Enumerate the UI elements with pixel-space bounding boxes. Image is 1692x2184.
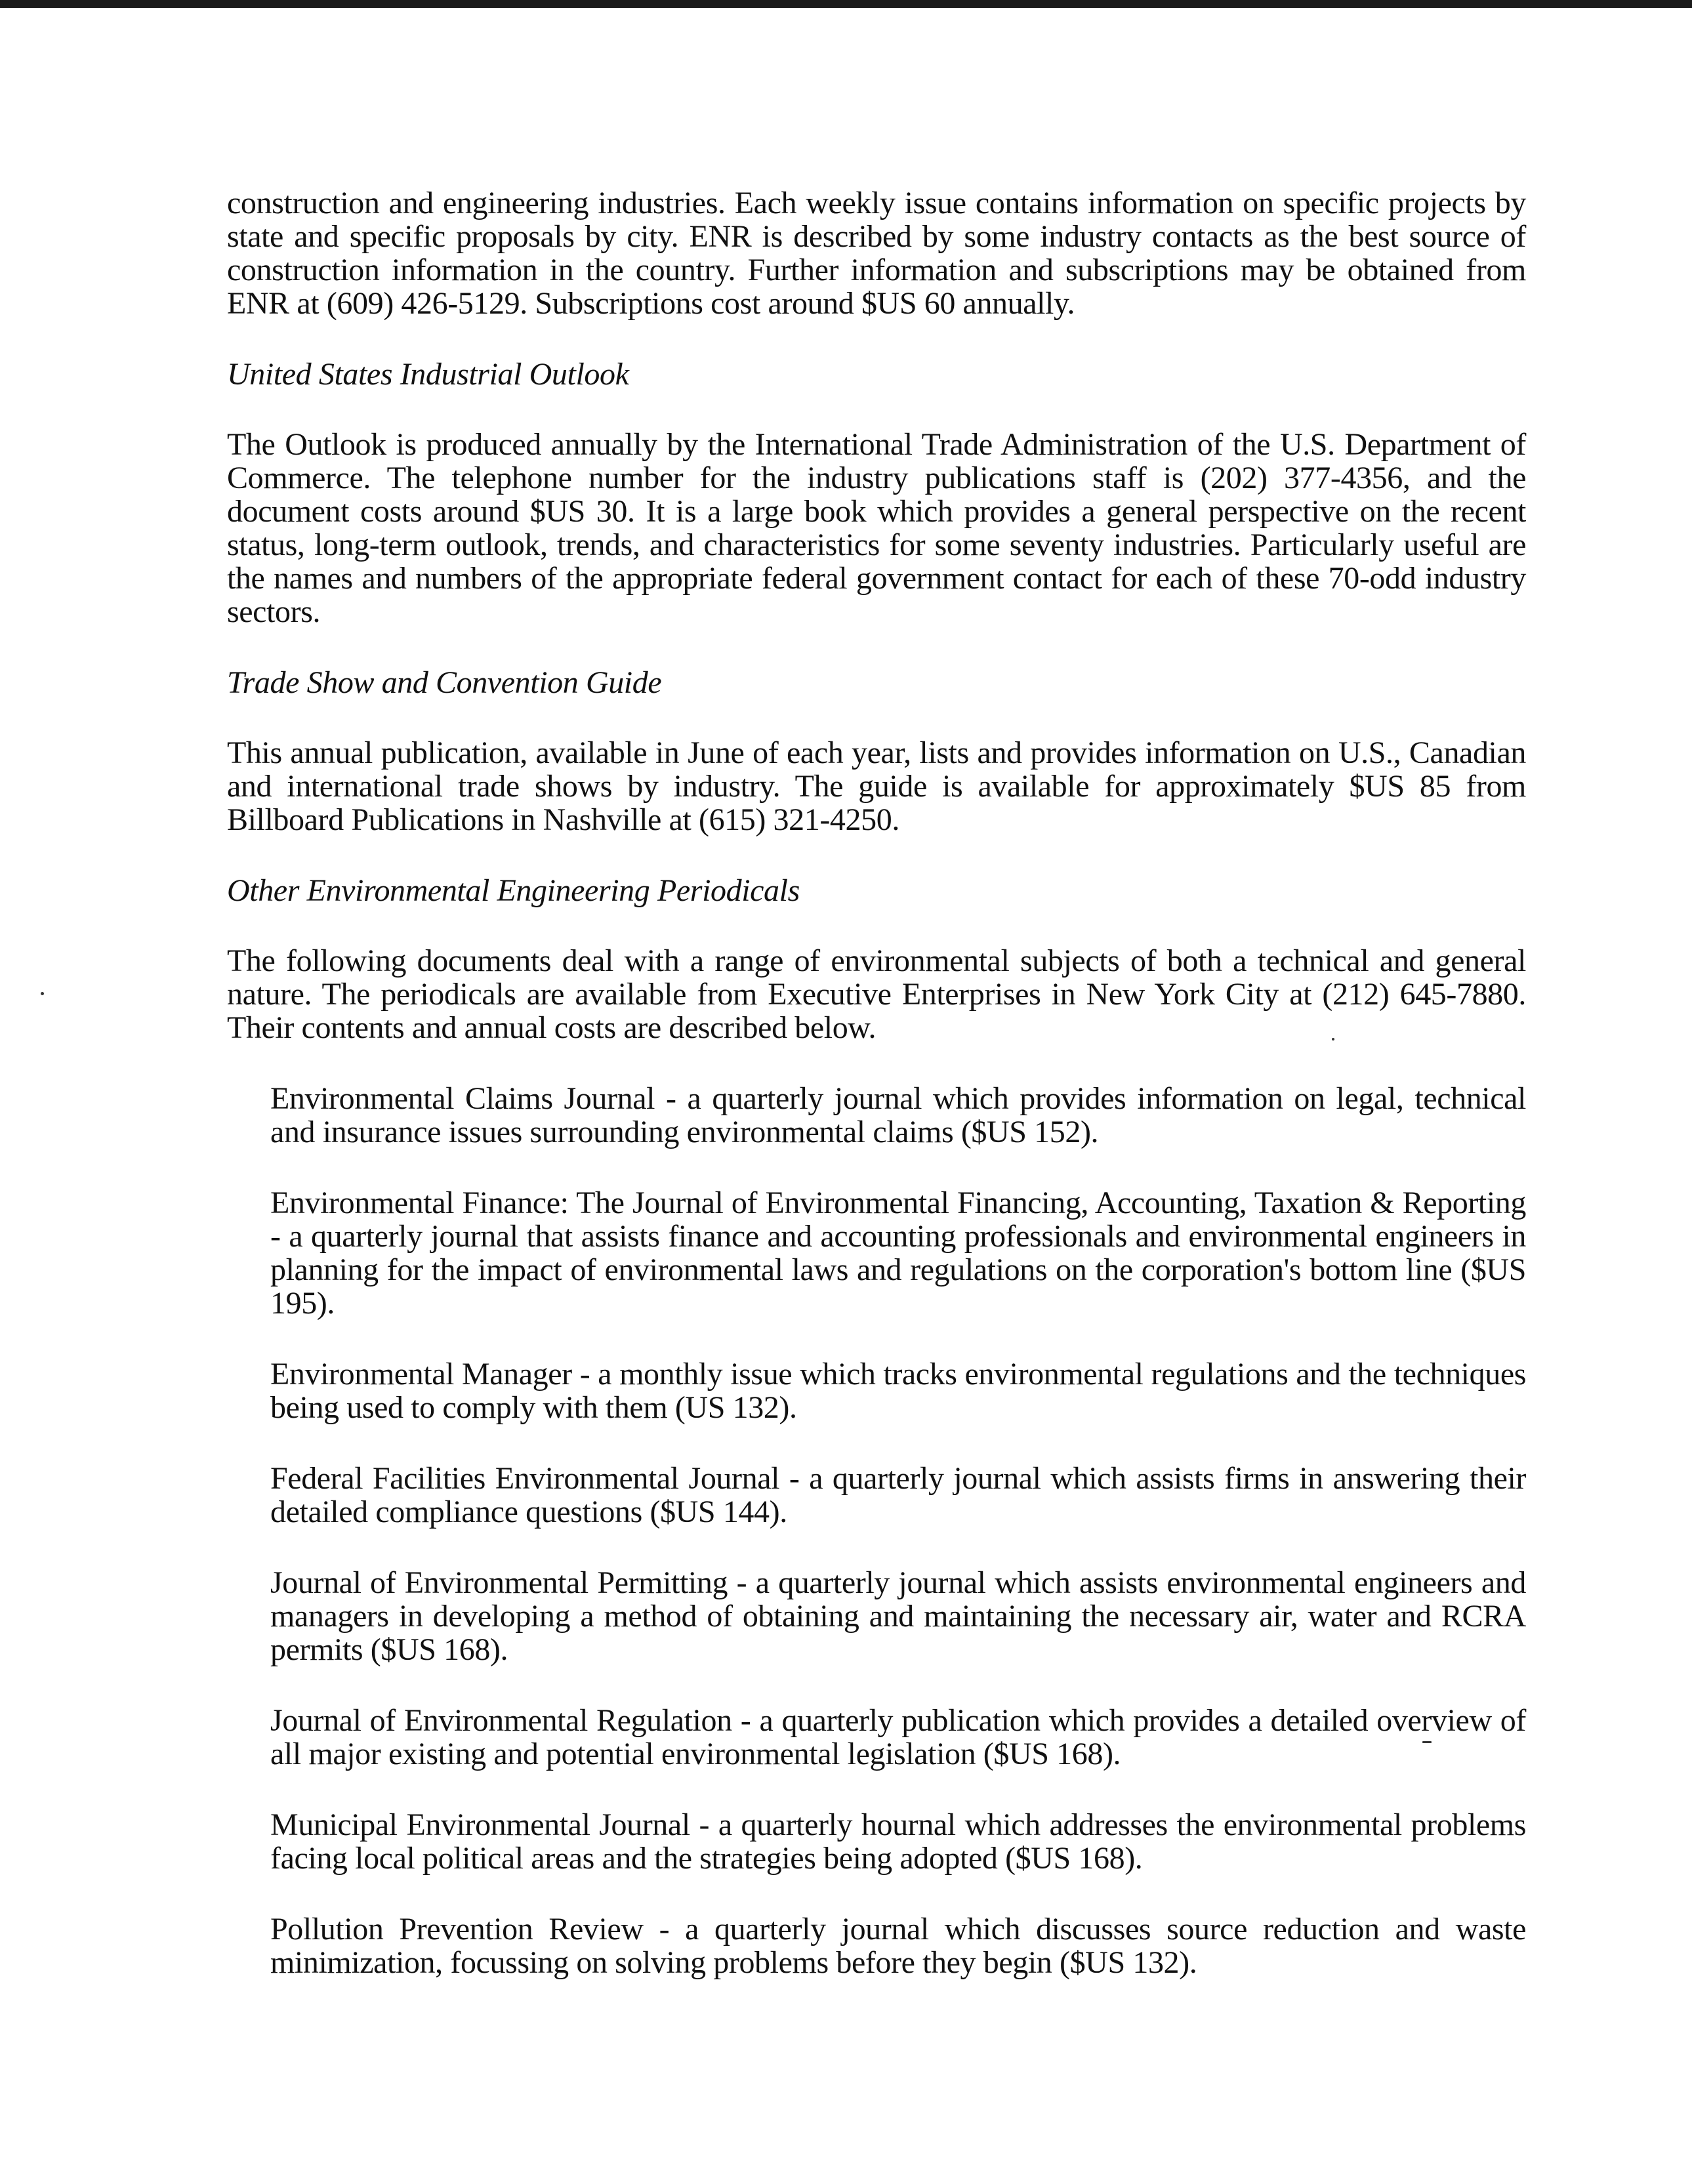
section-heading-trade-show-guide: Trade Show and Convention Guide xyxy=(227,665,662,700)
scan-top-edge xyxy=(0,0,1692,8)
list-item: Journal of Environmental Regulation - a quarterly publication which provides a detailed overview of all major existing and potential environmental legislation ($US 168). xyxy=(270,1703,1526,1771)
scan-speck xyxy=(41,992,44,995)
list-item: Environmental Claims Journal - a quarterly journal which provides information on legal, technical and insurance issues surrounding environmental claims ($US 152). xyxy=(270,1081,1526,1149)
intro-paragraph: construction and engineering industries. Each weekly issue contains information on specific projects by state and specific proposals by city. ENR is described by some industry contacts as the best source of construction information in the country. Further information and subscriptions may be obtained from ENR at (609) 426-5129. Subscriptions cost around $US 60 annually. xyxy=(227,186,1526,321)
document-page xyxy=(227,186,1526,2017)
section-body-trade-show-guide: This annual publication, available in June of each year, lists and provides information on U.S., Canadian and international trade shows by industry. The guide is available for approximately $US 85 from Billboard Publications in Nashville at (615) 321-4250. xyxy=(227,735,1526,837)
section-body-industrial-outlook: The Outlook is produced annually by the International Trade Administration of the U.S. Department of Commerce. The telephone number for the industry publications staff is (202) 377-4356, and the document costs around $US 30. It is a large book which provides a general perspective on the recent status, long-term outlook, trends, and characteristics for some seventy industries. Particularly useful are the names and numbers of the appropriate federal government contact for each of these 70-odd industry sectors. xyxy=(227,427,1526,629)
list-item: Federal Facilities Environmental Journal - a quarterly journal which assists firms in answering their detailed compliance questions ($US 144). xyxy=(270,1461,1526,1529)
periodicals-list xyxy=(270,1082,1526,1979)
list-item: Environmental Finance: The Journal of Environmental Financing, Accounting, Taxation & Reporting - a quarterly journal that assists finance and accounting professionals and environmental engineers in planning for the impact of environmental laws and regulations on the corporation's bottom line ($US 195). xyxy=(270,1185,1526,1321)
section-heading-industrial-outlook: United States Industrial Outlook xyxy=(227,357,629,392)
section-body-other-periodicals: The following documents deal with a range of environmental subjects of both a technical and general nature. The periodicals are available from Executive Enterprises in New York City at (212) 645-7880. Their contents and annual costs are described below. xyxy=(227,943,1526,1045)
list-item: Municipal Environmental Journal - a quarterly hournal which addresses the environmental problems facing local political areas and the strategies being adopted ($US 168). xyxy=(270,1807,1526,1876)
section-heading-other-periodicals: Other Environmental Engineering Periodicals xyxy=(227,873,800,908)
list-item: Journal of Environmental Permitting - a quarterly journal which assists environmental engineers and managers in developing a method of obtaining and maintaining the necessary air, water and RCRA permits ($US 168). xyxy=(270,1565,1526,1667)
list-item: Environmental Manager - a monthly issue which tracks environmental regulations and the techniques being used to comply with them (US 132). xyxy=(270,1357,1526,1425)
list-item: Pollution Prevention Review - a quarterly journal which discusses source reduction and waste minimization, focussing on solving problems before they begin ($US 132). xyxy=(270,1912,1526,1980)
